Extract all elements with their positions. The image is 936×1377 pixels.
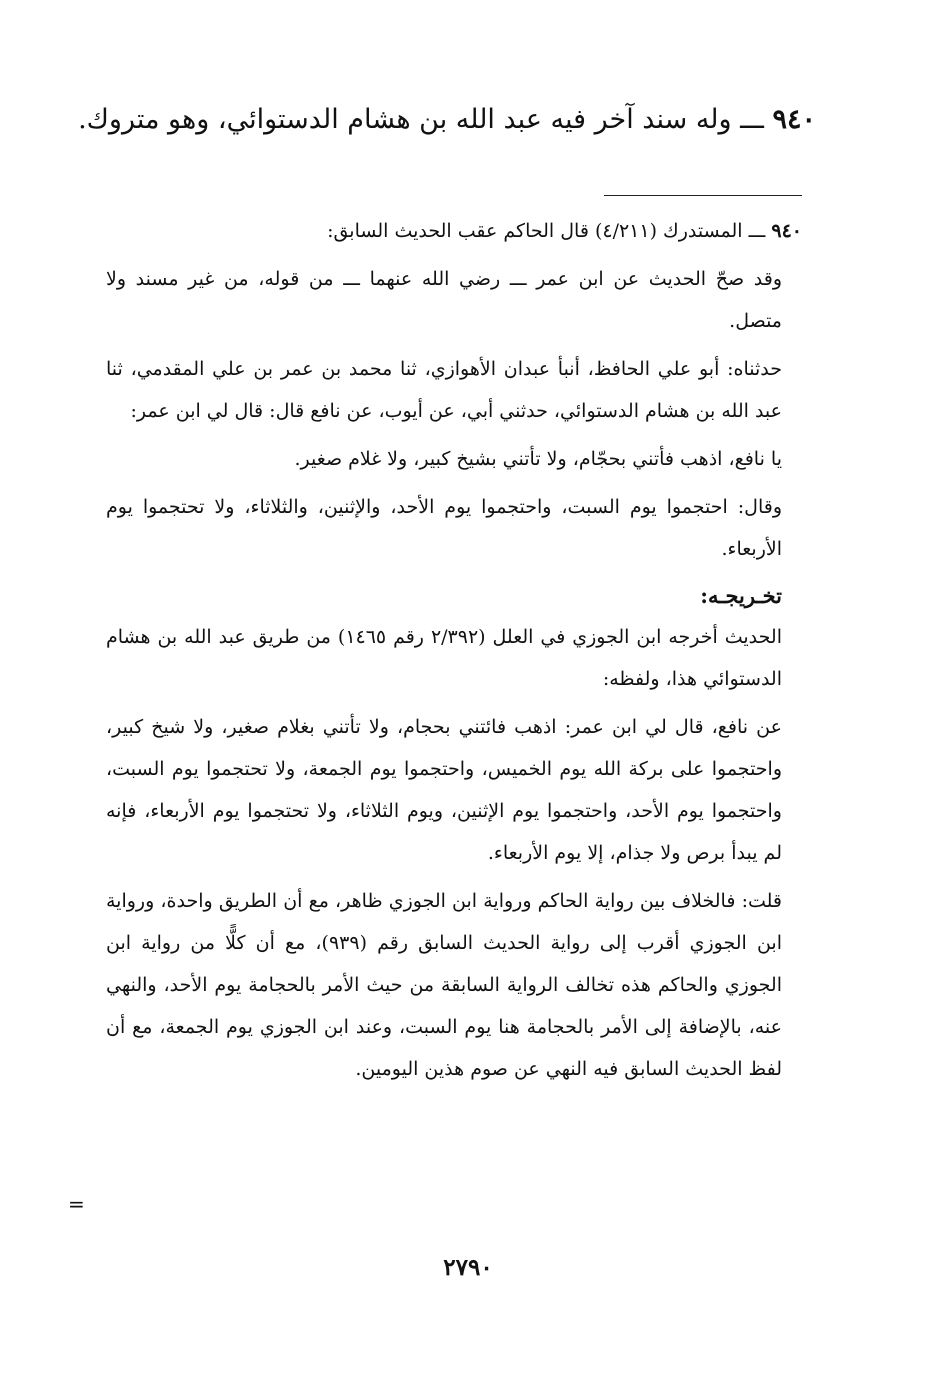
footnote-header [106, 210, 802, 252]
continuation-mark: = [68, 1192, 85, 1216]
footnote-paragraph-5: الحديث أخرجه ابن الجوزي في العلل (٢/٣٩٢ رقم ١٤٦٥) من طريق عبد الله بن هشام الدستوائي هذا، ولفظه: [106, 626, 782, 690]
footnote-paragraph-6: عن نافع، قال لي ابن عمر: اذهب فائتني بحجام، ولا تأتني بغلام صغير، ولا شيخ كبير، واحتجموا على بركة الله يوم الخميس، واحتجموا يوم الجمعة، ولا تحتجموا يوم السبت، واحتجموا يوم الأحد، واحتجموا يوم الإثنين، ويوم الثلاثاء، ولا تحتجموا يوم الأربعاء، فإنه لم يبدأ برص ولا جذام، إلا يوم الأربعاء. [106, 716, 782, 864]
main-entry-number: ٩٤٠ [772, 104, 816, 135]
footnote-paragraph-2: حدثناه: أبو علي الحافظ، أنبأ عبدان الأهوازي، ثنا محمد بن عمر بن علي المقدمي، ثنا عبد الله بن هشام الدستوائي، حدثني أبي، عن أيوب، عن نافع قال: قال لي ابن عمر: [106, 358, 782, 422]
footnote-dash: ـــ [742, 220, 772, 242]
footnote-separator [604, 195, 802, 196]
main-entry-text: وله سند آخر فيه عبد الله بن هشام الدستوائي، وهو متروك. [78, 104, 732, 135]
main-entry-dash: ـــ [731, 104, 773, 135]
footnote-paragraph-4: وقال: احتجموا يوم السبت، واحتجموا يوم الأحد، والإثنين، والثلاثاء، ولا تحتجموا يوم الأربعاء. [106, 496, 782, 560]
main-entry [78, 98, 816, 142]
page-number: ٢٧٩٠ [443, 1254, 493, 1281]
footnote-paragraph-1: وقد صحّ الحديث عن ابن عمر ـــ رضي الله عنهما ـــ من قوله، من غير مسند ولا متصل. [106, 268, 782, 332]
footnote-block [106, 210, 802, 1090]
footnote-header-text: المستدرك (٤/٢١١) قال الحاكم عقب الحديث السابق: [327, 220, 743, 242]
footnote-paragraph-7: قلت: فالخلاف بين رواية الحاكم ورواية ابن الجوزي ظاهر، مع أن الطريق واحدة، ورواية ابن الجوزي أقرب إلى رواية الحديث السابق رقم (٩٣٩)، مع أن كلًّا من رواية ابن الجوزي والحاكم هذه تخالف الرواية السابقة من حيث الأمر بالحجامة يوم الأحد، والنهي عنه، بالإضافة إلى الأمر بالحجامة هنا يوم السبت، وعند ابن الجوزي يوم الجمعة، مع أن لفظ الحديث السابق فيه النهي عن صوم هذين اليومين. [106, 890, 782, 1080]
footnote-number: ٩٤٠ [771, 220, 802, 242]
takhrij-heading: تخـريجـه: [700, 583, 782, 608]
footnote-paragraph-3: يا نافع، اذهب فأتني بحجّام، ولا تأتني بشيخ كبير، ولا غلام صغير. [294, 448, 782, 470]
